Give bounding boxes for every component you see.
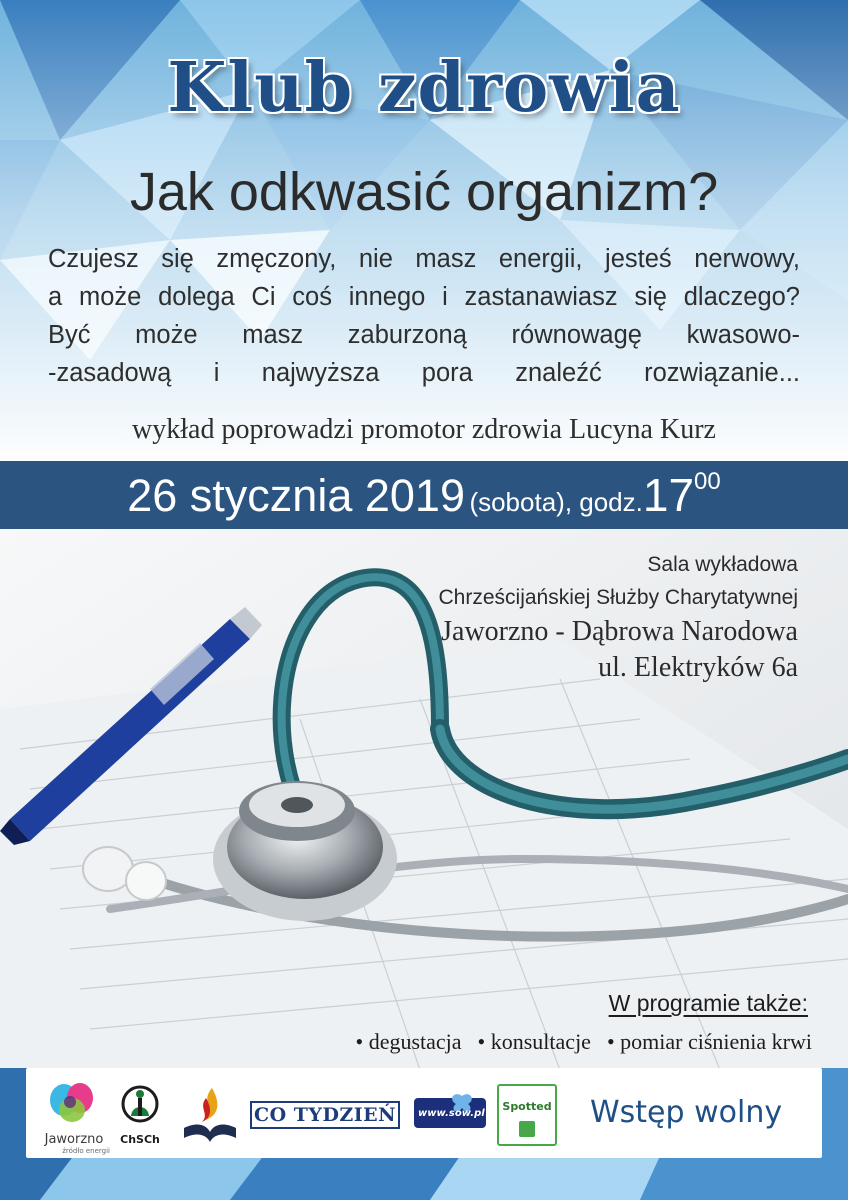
program-title: W programie także: — [608, 990, 808, 1016]
jaworzno-label: Jaworzno — [44, 1132, 104, 1147]
date-minutes: 00 — [694, 468, 721, 495]
jaworzno-tagline: źródło energii — [62, 1147, 110, 1155]
cotydzien-logo — [250, 1101, 400, 1129]
date-day: 26 stycznia 2019 — [127, 470, 465, 521]
date-weekday: (sobota), godz. — [469, 487, 643, 517]
sow-label: www.sow.pl — [418, 1108, 485, 1119]
intro-line: a może dolega Ci coś innego i zastanawiasz się dlaczego? — [48, 283, 800, 311]
venue-block — [439, 548, 798, 686]
venue-line: Sala wykładowa — [647, 553, 798, 576]
page-subtitle: Jak odkwasić organizm? — [129, 162, 719, 222]
page-title: Klub zdrowia — [167, 48, 681, 128]
spotted-icon — [519, 1121, 535, 1137]
free-entry-label: Wstęp wolny — [590, 1095, 783, 1130]
sow-logo — [410, 1090, 490, 1134]
program-item: • pomiar ciśnienia krwi — [607, 1027, 812, 1057]
intro-text — [48, 240, 800, 392]
intro-line: -zasadową i najwyższa pora znaleźć rozwiązanie... — [48, 359, 800, 387]
event-date — [0, 461, 848, 529]
intro-line: Czujesz się zmęczony, nie masz energii, jesteś nerwowy, — [48, 245, 800, 273]
program-block — [355, 987, 812, 1057]
venue-line: Jaworzno - Dąbrowa Narodowa — [441, 616, 798, 647]
program-list — [355, 1027, 812, 1057]
intro-line: Być może masz zaburzoną równowagę kwasowo- — [48, 321, 800, 349]
cotydzien-label: CO TYDZIEŃ — [253, 1104, 397, 1126]
venue-address: ul. Elektryków 6a — [598, 652, 798, 683]
jaworzno-logo — [34, 1080, 114, 1155]
date-hour: 17 — [642, 469, 695, 521]
spotted-logo — [497, 1084, 557, 1146]
venue-line: Chrześcijańskiej Służby Charytatywnej — [438, 586, 798, 609]
spotted-label: Spotted — [502, 1100, 552, 1113]
speaker-line: wykład poprowadzi promotor zdrowia Lucyna Kurz — [132, 414, 716, 445]
chsch-logo-icon — [120, 1082, 160, 1128]
chsch-label: ChSCh — [120, 1133, 160, 1146]
chsch-logo — [120, 1082, 160, 1148]
flame-book-icon — [180, 1086, 240, 1146]
program-item: • konsultacje — [478, 1027, 591, 1057]
jaworzno-logo-icon — [34, 1080, 114, 1126]
program-item: • degustacja — [355, 1027, 461, 1057]
church-logo — [180, 1086, 240, 1146]
